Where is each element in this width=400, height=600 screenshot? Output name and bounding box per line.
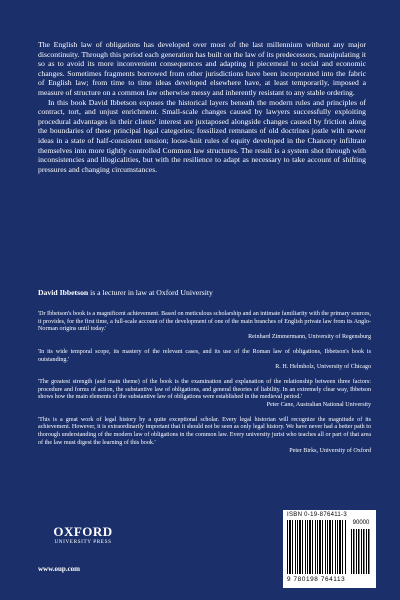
review-quote <box>38 349 371 372</box>
publisher-name: OXFORD <box>53 524 113 539</box>
review-quote <box>38 379 371 410</box>
quote-attribution: R. H. Helmholz, University of Chicago <box>275 364 371 371</box>
ean-number: 9 780198 764113 <box>287 576 346 583</box>
price-addon <box>351 520 371 574</box>
addon-bars <box>351 529 371 574</box>
quote-text: 'In its wide temporal scope, its mastery of the relevant cases, and its use of the Roman law of obligations, Ibbetson's book is outstanding.' <box>38 348 371 363</box>
barcode <box>283 510 376 588</box>
quote-text: 'This is a great work of legal history by a quite exceptional scholar. Every legal historian will recognize the magnitude of its achievement. However, it is extraordinarily important that it should not be seen as only legal history. We have never had a better path to thorough understanding of the modern law of obligations in the common law. Every university jurist who teaches all or part of that area of the law must digest the learning of this book.' <box>38 416 371 446</box>
publisher-url: www.oup.com <box>38 565 81 573</box>
review-quote <box>38 417 371 456</box>
blurb-paragraph-1: The English law of obligations has developed over most of the last millennium without any major discontinuity. Through this period each generation has built on the law of its predecessors, manipulating it so as to avoid its more inconvenient consequences and adapting it piecemeal to social and economic changes. Sometimes fragments borrowed from other jurisdictions have been incorporated into the fabric of English law; from time to time ideas developed elsewhere have, at least temporarily, imposed a measure of structure on a common law otherwise messy and inherently resistant to any stable ordering. <box>38 40 366 97</box>
isbn-label: ISBN 0-19-876411-3 <box>287 512 347 518</box>
addon-number: 90000 <box>352 520 370 526</box>
quote-text: 'Dr Ibbetson's book is a magnificent achievement. Based on meticulous scholarship and an intimate familiarity with the primary sources, it provides, for the first time, a full-scale account of the development of one of the main branches of English private law from its Anglo-Norman origins until today.' <box>38 311 371 333</box>
publisher-subname: UNIVERSITY PRESS <box>54 539 112 545</box>
review-quotes <box>38 311 371 462</box>
quote-attribution: Reinhard Zimmermann, University of Regensburg <box>248 334 371 341</box>
publisher-logo <box>38 525 128 546</box>
author-description: is a lecturer in law at Oxford University <box>88 288 213 297</box>
author-name: David Ibbetson <box>38 288 89 297</box>
review-quote <box>38 311 371 342</box>
quote-text: 'The greatest strength (and main theme) of the book is the examination and explanation of the relationship between three factors: procedure and forms of action, the substantive law of obligations, and general theories of liability. In an extremely clear way, Ibbetson shows how the main elements of the substantive law of obligations were established in the medieval period.' <box>38 378 371 401</box>
blurb-paragraph-2: In this book David Ibbetson exposes the historical layers beneath the modern rules and principles of contract, tort, and unjust enrichment. Small-scale changes caused by lawyers successfully exploiting procedural advantages in their clients' interest are juxtaposed alongside changes caused by friction along the boundaries of these principal legal categories; fossilized remnants of old doctrines jostle with newer ideas in a state of half-consistent tension; loose-knit rules of equity developed in the Chancery infiltrate themselves into more tightly controlled Common law structures. The result is a system shot through with inconsistencies and illogicalities, but with the resilience to adapt as necessary to take account of shifting pressures and changing circumstances. <box>38 97 366 174</box>
barcode-bars <box>287 520 371 574</box>
author-note <box>38 288 366 298</box>
blurb <box>38 40 366 174</box>
quote-attribution: Peter Cane, Australian National University <box>266 402 371 409</box>
quote-attribution: Peter Birks, University of Oxford <box>289 447 371 454</box>
ean-bars <box>287 520 347 574</box>
